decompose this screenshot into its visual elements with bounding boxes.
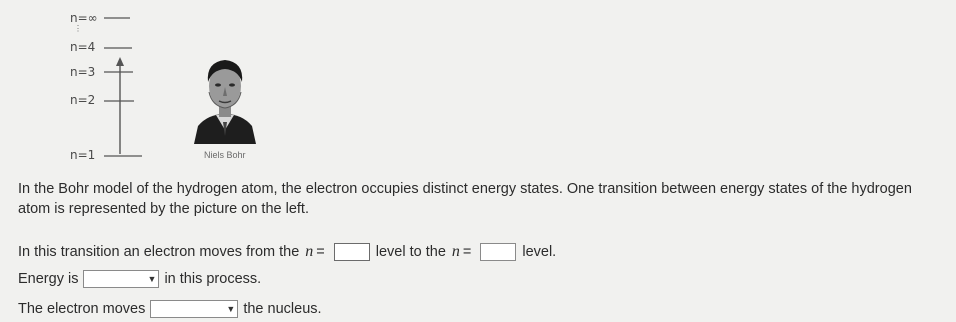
level-label-4: n=4 — [70, 40, 96, 54]
chevron-down-icon: ▼ — [226, 303, 236, 314]
line1-suffix: level. — [522, 244, 557, 260]
line1-prefix: In this transition an electron moves from the — [18, 244, 300, 260]
line3-suffix: the nucleus. — [243, 301, 322, 317]
energy-question-row — [18, 270, 261, 288]
portrait-caption: Niels Bohr — [204, 150, 246, 160]
equals-from: = — [316, 244, 325, 260]
level-label-1: n=1 — [70, 148, 96, 162]
energy-dropdown[interactable] — [83, 270, 159, 288]
direction-dropdown[interactable] — [150, 300, 238, 318]
arrow-head-icon — [116, 57, 124, 66]
level-label-infinity: n=∞ — [70, 11, 98, 25]
from-level-input[interactable] — [334, 243, 370, 261]
question-intro: In the Bohr model of the hydrogen atom, the electron occupies distinct energy states. One transition between energy states of the hydrogen atom is represented by the picture on the left. — [18, 181, 912, 217]
level-label-2: n=2 — [70, 93, 96, 107]
level-label-3: n=3 — [70, 65, 96, 79]
equals-to: = — [462, 244, 472, 260]
line2-suffix: in this process. — [164, 271, 262, 287]
transition-question-row — [18, 243, 556, 261]
line2-prefix: Energy is — [18, 271, 79, 287]
direction-question-row — [18, 300, 322, 318]
vertical-ellipsis-icon: ⋮ — [74, 24, 82, 33]
n-symbol-from: n — [305, 243, 314, 260]
n-symbol-to: n — [451, 243, 460, 260]
to-level-input[interactable] — [480, 243, 516, 261]
line3-prefix: The electron moves — [18, 301, 146, 317]
line1-middle: level to the — [375, 244, 446, 260]
niels-bohr-portrait — [192, 52, 258, 144]
chevron-down-icon: ▼ — [147, 273, 157, 284]
